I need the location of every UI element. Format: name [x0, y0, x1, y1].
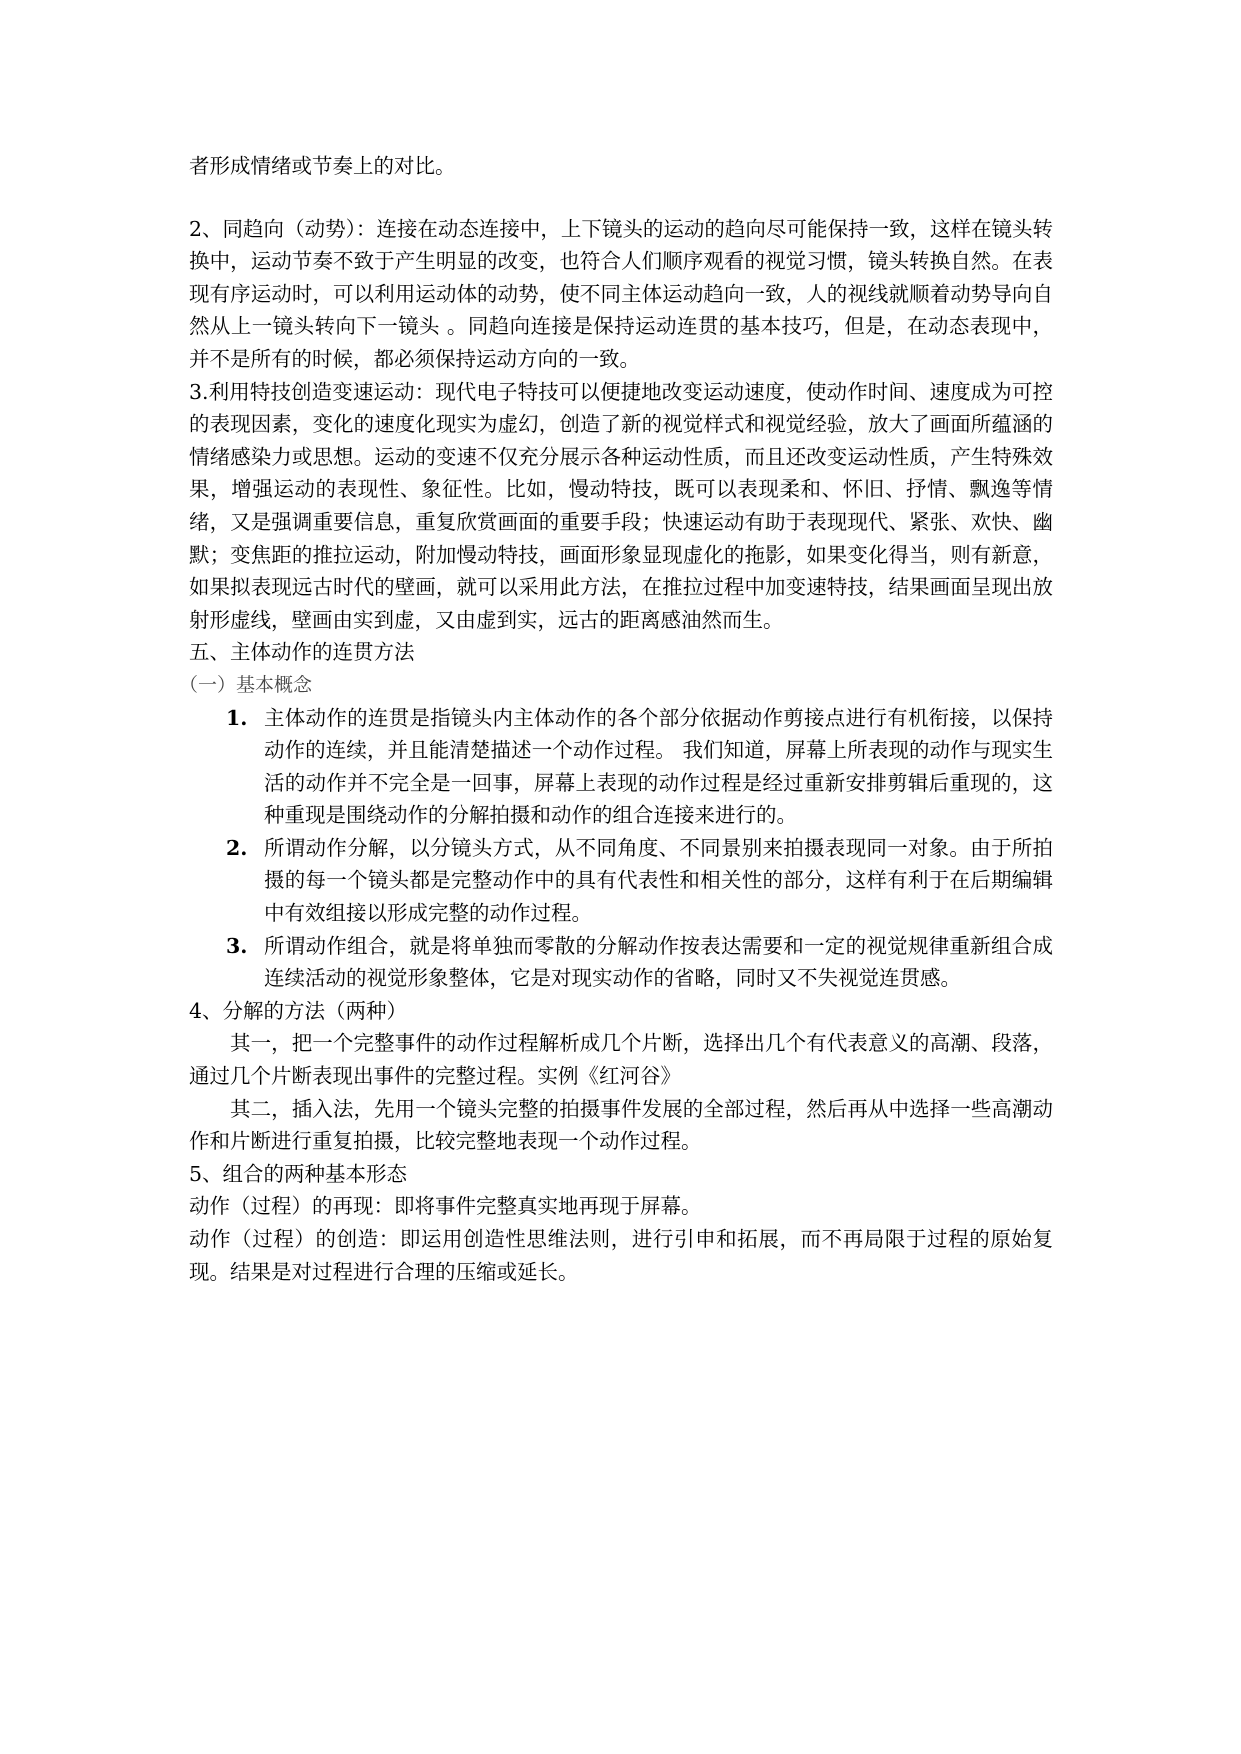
- decompose-second-method: 其二，插入法，先用一个镜头完整的拍摄事件发展的全部过程，然后再从中选择一些高潮动作和片断进行重复拍摄，比较完整地表现一个动作过程。: [189, 1096, 1053, 1154]
- combine-create: 动作（过程）的创造：即运用创造性思维法则，进行引申和拓展，而不再局限于过程的原始复现。结果是对过程进行合理的压缩或延长。: [189, 1227, 1053, 1284]
- list-item-text: 所谓动作分解，以分镜头方式，从不同角度、不同景别来拍摄表现同一对象。由于所拍摄的每一个镜头都是完整动作中的具有代表性和相关性的部分，这样有利于在后期编辑中有效组接以形成完整的动作过程。: [264, 835, 1053, 926]
- list-item-number: 2.: [226, 835, 248, 860]
- section-5-title: 五、主体动作的连贯方法: [189, 640, 415, 665]
- list-item: [189, 930, 1053, 995]
- paragraph-gap: [189, 183, 1053, 213]
- decompose-first-method: 其一，把一个完整事件的动作过程解析成几个片断，选择出几个有代表意义的高潮、段落，通过几个片断表现出事件的完整过程。实例《红河谷》: [189, 1031, 1053, 1089]
- list-item-text: 所谓动作组合，就是将单独而零散的分解动作按表达需要和一定的视觉规律重新组合成连续活动的视觉形象整体，它是对现实动作的省略，同时又不失视觉连贯感。: [264, 933, 1053, 991]
- list-item-text: 主体动作的连贯是指镜头内主体动作的各个部分依据动作剪接点进行有机衔接，以保持动作的连续，并且能清楚描述一个动作过程。 我们知道，屏幕上所表现的动作与现实生活的动作并不完全是一回事，屏幕上表现的动作过程是经过重新安排剪辑后重现的，这种重现是围绕动作的分解拍摄和动作的组合连接来进行的。: [264, 705, 1053, 828]
- decompose-title: 4、分解的方法（两种）: [189, 998, 408, 1023]
- list-item-number: 3.: [226, 933, 248, 958]
- list-item: [189, 702, 1053, 832]
- document-body: [179, 150, 1053, 1288]
- paragraph-speed-change: 3.利用特技创造变速运动：现代电子特技可以便捷地改变运动速度，使动作时间、速度成为可控的表现因素，变化的速度化现实为虚幻，创造了新的视觉样式和视觉经验，放大了画面所蕴涵的情绪感染力或思想。运动的变速不仅充分展示各种运动性质，而且还改变运动性质，产生特殊效果，增强运动的表现性、象征性。比如，慢动特技，既可以表现柔和、怀旧、抒情、飘逸等情绪，又是强调重要信息，重复欣赏画面的重要手段；快速运动有助于表现现代、紧张、欢快、幽默；变焦距的推拉运动，附加慢动特技，画面形象显现虚化的拖影，如果变化得当，则有新意，如果拟表现远古时代的壁画，就可以采用此方法，在推拉过程中加变速特技，结果画面呈现出放射形虚线，壁画由实到虚，又由虚到实，远古的距离感油然而生。: [189, 379, 1053, 632]
- concept-heading: （一）基本概念: [179, 673, 313, 696]
- concept-list: [189, 702, 1053, 995]
- combine-title: 5、组合的两种基本形态: [189, 1161, 408, 1186]
- paragraph-same-direction: 2、同趋向（动势）：连接在动态连接中，上下镜头的运动的趋向尽可能保持一致，这样在镜头转换中，运动节奏不致于产生明显的改变，也符合人们顺序观看的视觉习惯，镜头转换自然。在表现有序运动时，可以利用运动体的动势，使不同主体运动趋向一致，人的视线就顺着动势导向自然从上一镜头转向下一镜头 。同趋向连接是保持运动连贯的基本技巧，但是，在动态表现中，并不是所有的时候，都必须保持运动方向的一致。: [189, 216, 1053, 371]
- combine-reproduce: 动作（过程）的再现：即将事件完整真实地再现于屏幕。: [189, 1194, 702, 1219]
- paragraph-continuation: 者形成情绪或节奏上的对比。: [189, 154, 456, 178]
- list-item-number: 1.: [226, 705, 248, 730]
- list-item: [189, 832, 1053, 930]
